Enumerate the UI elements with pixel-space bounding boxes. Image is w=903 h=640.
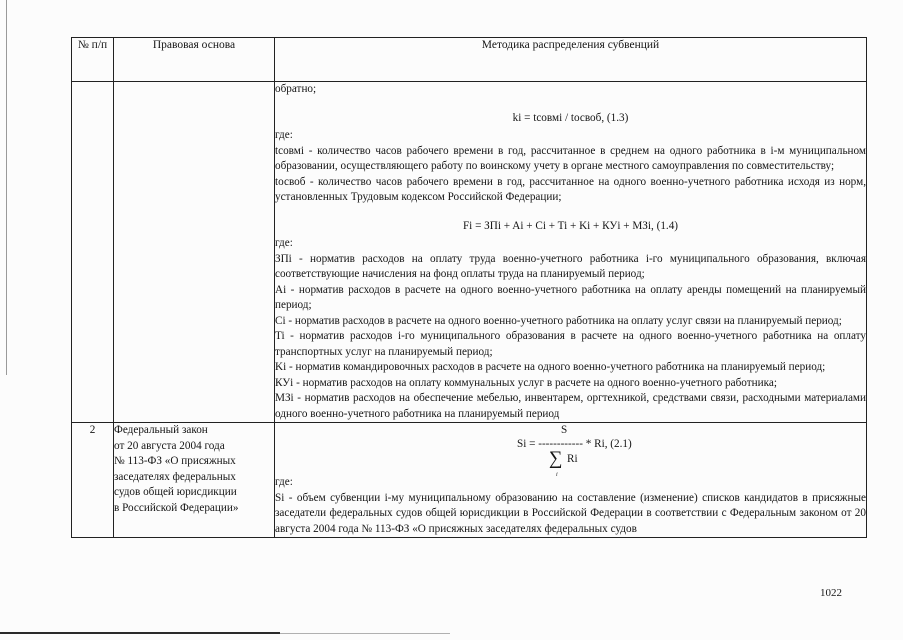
basis-line: от 20 августа 2004 года: [114, 439, 225, 452]
table-row: [72, 423, 867, 538]
definition-k: Ki - норматив командировочных расходов в расчете на одного военно-учетного работника на планируемый период;: [275, 361, 826, 373]
header-basis: Правовая основа: [114, 38, 275, 82]
definition-c: Ci - норматив расходов в расчете на одного военно-учетного работника на оплату услуг связи на планируемый период;: [275, 314, 842, 327]
row-2-num: 2: [72, 423, 114, 538]
method-where: где:: [275, 476, 293, 488]
definition-t-sovm: tсовмi - количество часов рабочего времени в год, рассчитанное в среднем на одного работника в i-м муниципальном образовании, осуществляющего работу по воинскому учету в органе местного самоуправления по совместительству;: [275, 144, 866, 172]
header-num: № п/п: [72, 38, 114, 82]
formula-denominator: Ri: [567, 453, 578, 465]
row-2-method: [275, 423, 867, 538]
definition-t-osvob: tосвоб - количество часов рабочего времени в год, рассчитанное на одного военно-учетного работника исходя из норм, установленных Трудовым кодексом Российской Федерации;: [275, 175, 866, 203]
row-2-basis: [114, 423, 275, 538]
basis-line: Федеральный закон: [114, 424, 208, 436]
table-row: [72, 82, 867, 423]
basis-line: № 113-ФЗ «О присяжных: [114, 455, 236, 467]
method-where: где:: [275, 129, 293, 141]
row-1-num: [72, 82, 114, 423]
row-1-method: [275, 82, 867, 423]
basis-line: судов общей юрисдикции: [114, 486, 237, 498]
definition-mz: МЗi - норматив расходов на обеспечение мебелью, инвентарем, оргтехникой, средствами связи, расходными материалами одного военно-учетного работника на планируемый период: [275, 392, 866, 420]
formula-1-3: ki = tсовмi / tосвоб, (1.3): [512, 111, 629, 124]
definition-a: Ai - норматив расходов в расчете на одного военно-учетного работника на оплату аренды помещений на планируемый период;: [275, 283, 866, 311]
sigma-subscript: i: [556, 472, 558, 478]
table-header-row: [72, 38, 867, 82]
formula-numerator: S: [561, 424, 568, 436]
row-1-basis: [114, 82, 275, 423]
header-method: Методика распределения субвенций: [275, 38, 867, 82]
scan-margin-line: [6, 0, 7, 375]
method-where: где:: [275, 237, 293, 249]
scan-edge-line: [280, 633, 450, 634]
subvention-table: [71, 37, 867, 538]
basis-line: заседателях федеральных: [114, 470, 236, 483]
page-number: 1022: [820, 587, 842, 599]
formula-2-1: [275, 423, 866, 478]
definition-ku: КУi - норматив расходов на оплату коммунальных услуг в расчете на одного военно-учетного работника;: [275, 376, 777, 389]
formula-1-4: Fi = ЗПi + Ai + Ci + Ti + Ki + КУi + МЗi, (1.4): [462, 219, 679, 232]
basis-line: в Российской Федерации»: [114, 501, 239, 514]
definition-si: Si - объем субвенции i-му муниципальному образованию на составление (изменение) списков кандидатов в присяжные заседатели федеральных судов общей юрисдикции в Российской Федерации в соответствии с Федеральным законом от 20 августа 2004 года № 113-ФЗ «О присяжных заседателях федеральных судов: [275, 491, 866, 535]
definition-zp: ЗПi - норматив расходов на оплату труда военно-учетного работника i-го муниципального образования, включая соответствующие начисления на фонд оплаты труда на планируемый период;: [275, 252, 866, 280]
method-line: обратно;: [275, 83, 317, 95]
formula-lhs: Si = ------------ * Ri, (2.1): [517, 438, 632, 450]
scan-edge-line: [0, 632, 280, 634]
sigma-symbol: ∑: [549, 448, 563, 469]
definition-t: Ti - норматив расходов i-го муниципального образования в расчете на одного военно-учетного работника на оплату транспортных услуг на планируемый период;: [275, 330, 866, 358]
